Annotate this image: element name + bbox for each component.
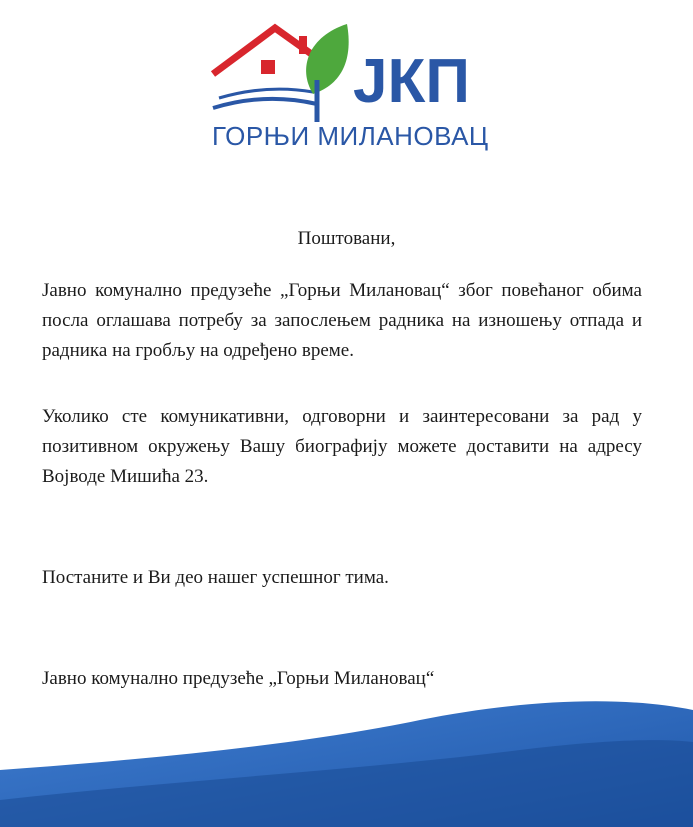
water-line-icon xyxy=(219,89,313,98)
decorative-wave xyxy=(0,690,693,827)
letter-paragraph-1: Јавно комунално предузеће „Горњи Милановац“ због повећаног обима посла оглашава потребу за запослењем радника на изношењу отпада и радника на гробљу на одређено време. xyxy=(42,280,642,361)
window-icon xyxy=(261,60,275,74)
water-line-icon xyxy=(213,99,317,108)
logo-acronym: ЈКП xyxy=(353,47,470,116)
letter-greeting: Поштовани, xyxy=(297,228,396,249)
chimney-icon xyxy=(299,36,307,54)
letter-paragraph-3: Постаните и Ви део нашег успешног тима. xyxy=(42,567,389,588)
logo-graphic xyxy=(205,18,475,123)
logo-city-name: ГОРЊИ МИЛАНОВАЦ xyxy=(212,121,489,151)
letter-paragraph-2: Уколико сте комуникативни, одговорни и заинтересовани за рад у позитивном окружењу Вашу биографију можете доставити на адресу Војводе Мишића 23. xyxy=(42,406,642,487)
leaf-icon xyxy=(306,24,349,94)
letter-signature: Јавно комунално предузеће „Горњи Милановац“ xyxy=(42,668,435,689)
